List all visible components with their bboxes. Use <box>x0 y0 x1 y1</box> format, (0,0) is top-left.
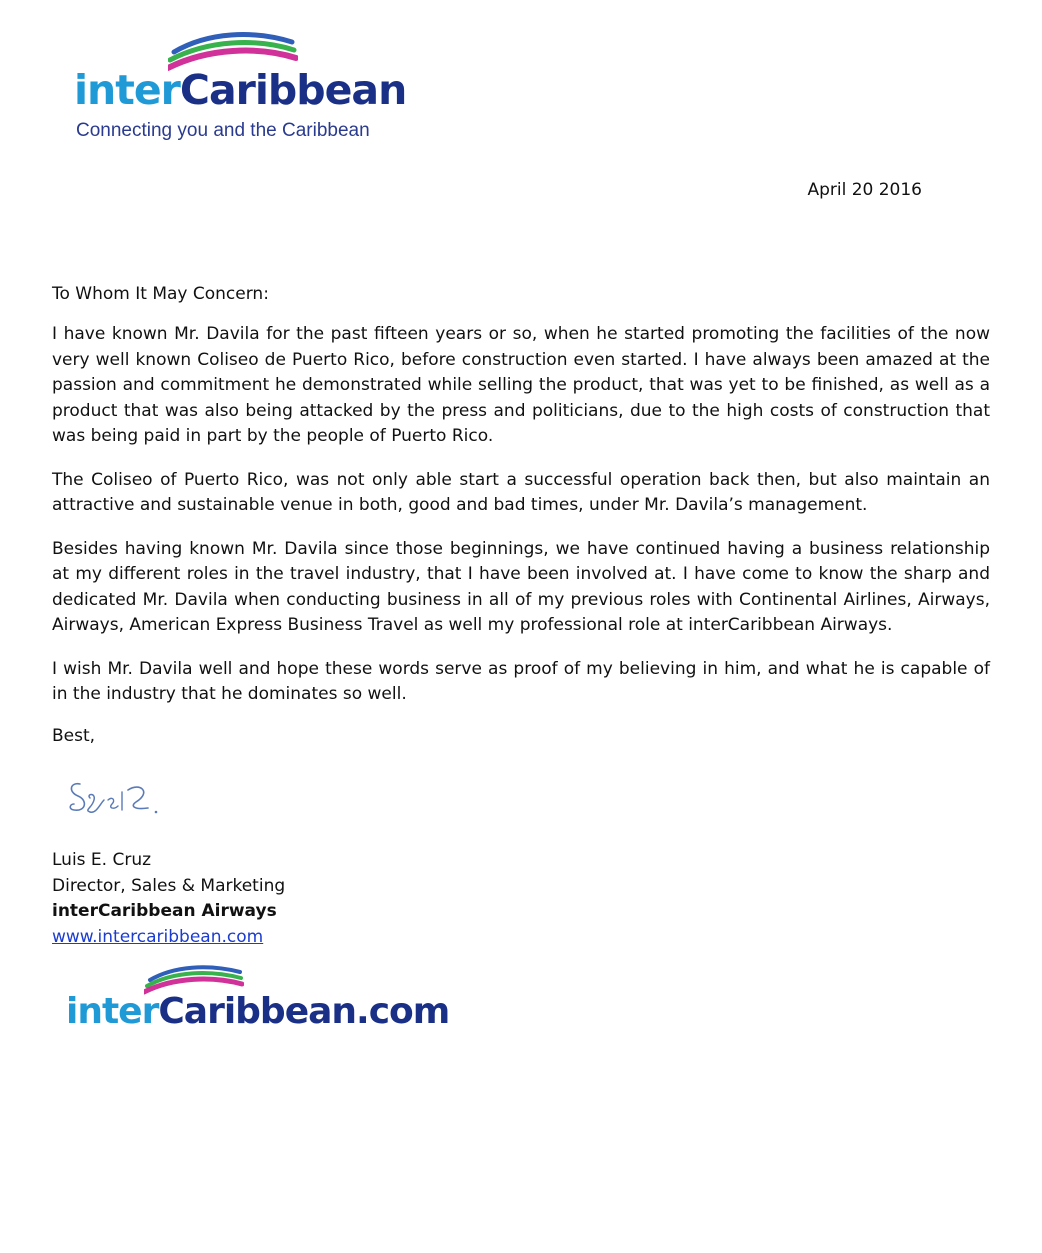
paragraph-3: Besides having known Mr. Davila since those beginnings, we have continued having a business relationship at my different roles in the travel industry, that I have been involved at. I have come to know the sharp and dedicated Mr. Davila when conducting business in all of my previous roles with Continental Airlines, Airways, Airways, American Express Business Travel as well my professional role at interCaribbean Airways. <box>52 538 990 635</box>
closing: Best, <box>52 726 96 746</box>
brand-wordmark <box>74 66 407 114</box>
footer-wordmark <box>66 991 450 1032</box>
header-logo <box>72 28 432 148</box>
letter-date: April 20 2016 <box>807 180 922 200</box>
footer-brand-caribbean: Caribbean.com <box>158 991 450 1032</box>
brand-caribbean: Caribbean <box>179 66 407 114</box>
footer-logo <box>66 962 450 1042</box>
brand-tagline: Connecting you and the Caribbean <box>76 120 370 141</box>
signer-title: Director, Sales & Marketing <box>52 875 286 896</box>
footer-brand-inter: inter <box>66 991 159 1032</box>
signature-block <box>52 848 285 950</box>
paragraph-2: The Coliseo of Puerto Rico, was not only able start a successful operation back then, but also maintain an attractive and sustainable venue in both, good and bad times, under Mr. Davila’s management. <box>52 469 990 515</box>
handwritten-signature <box>60 770 170 826</box>
signer-name: Luis E. Cruz <box>52 850 152 870</box>
brand-inter: inter <box>74 66 180 114</box>
website-link[interactable]: www.intercaribbean.com <box>52 926 264 947</box>
paragraph-1: I have known Mr. Davila for the past fifteen years or so, when he started promoting the facilities of the now very well known Coliseo de Puerto Rico, before construction even started. I have always been amazed at the passion and commitment he demonstrated while selling the product, that was yet to be finished, as well as a product that was also being attacked by the press and politicians, due to the high costs of construction that was being paid in part by the people of Puerto Rico. <box>52 324 990 446</box>
salutation: To Whom It May Concern: <box>52 284 269 304</box>
paragraph-4: I wish Mr. Davila well and hope these words serve as proof of my believing in him, and what he is capable of in the industry that he dominates so well. <box>52 658 990 704</box>
signer-company: interCaribbean Airways <box>52 901 277 921</box>
letter-body <box>52 322 990 726</box>
